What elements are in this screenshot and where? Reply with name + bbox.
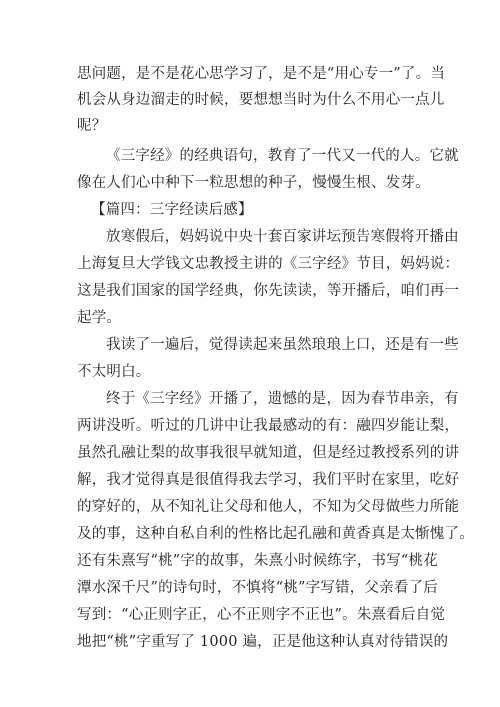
paragraph-line: 我读了一遍后，觉得读起来虽然琅琅上口，还是有一些 (106, 337, 459, 353)
paragraph-line: 解，我才觉得真是很值得我去学习，我们平时在家里，吃好 (77, 472, 460, 488)
paragraph-line: 《三字经》的经典语句，教育了一代又一代的人。它就 (106, 148, 459, 164)
paragraph-line: 终于《三字经》开播了，遗憾的是，因为春节串亲，有 (106, 391, 459, 407)
paragraph-line: 地把“桃”字重写了 1000 遍，正是他这种认真对待错误的 (77, 634, 449, 650)
paragraph-line: 放寒假后，妈妈说中央十套百家讲坛预告寒假将开播由 (106, 229, 459, 245)
paragraph-line: 这是我们国家的国学经典，你先读读，等开播后，咱们再一 (77, 283, 460, 299)
paragraph-line: 机会从身边溜走的时候，要想想当时为什么不用心一点儿 (77, 92, 445, 108)
paragraph-line: 上海复旦大学钱文忠教授主讲的《三字经》节目，妈妈说： (77, 256, 460, 272)
paragraph-line: 呢？ (77, 118, 107, 134)
paragraph-line: 潭水深千尺”的诗句时，不慎将“桃”字写错，父亲看了后 (77, 580, 438, 596)
paragraph-line: 虽然孔融让梨的故事我很早就知道，但是经过教授系列的讲 (77, 445, 460, 461)
paragraph-line: 思问题，是不是花心思学习了，是不是“用心专一”了。当 (77, 66, 446, 82)
paragraph-line: 不太明白。 (77, 364, 151, 380)
paragraph-line: 的穿好的，从不知礼让父母和他人，不知为父母做些力所能 (77, 499, 460, 515)
paragraph-line: 还有朱熹写“桃”字的故事，朱熹小时候练字，书写“桃花 (77, 553, 438, 569)
paragraph-line: 起学。 (77, 310, 122, 326)
paragraph-line: 像在人们心中种下一粒思想的种子，慢慢生根、发芽。 (77, 175, 430, 191)
section-heading: 【篇四：三字经读后感】 (91, 202, 253, 218)
paragraph-line: 两讲没听。听过的几讲中让我最感动的有：融四岁能让梨， (77, 418, 460, 434)
paragraph-line: 写到：“心正则字正，心不正则字不正也”。朱熹看后自觉 (77, 607, 446, 623)
paragraph-line: 及的事，这种自私自利的性格比起孔融和黄香真是太惭愧了。 (77, 526, 474, 542)
